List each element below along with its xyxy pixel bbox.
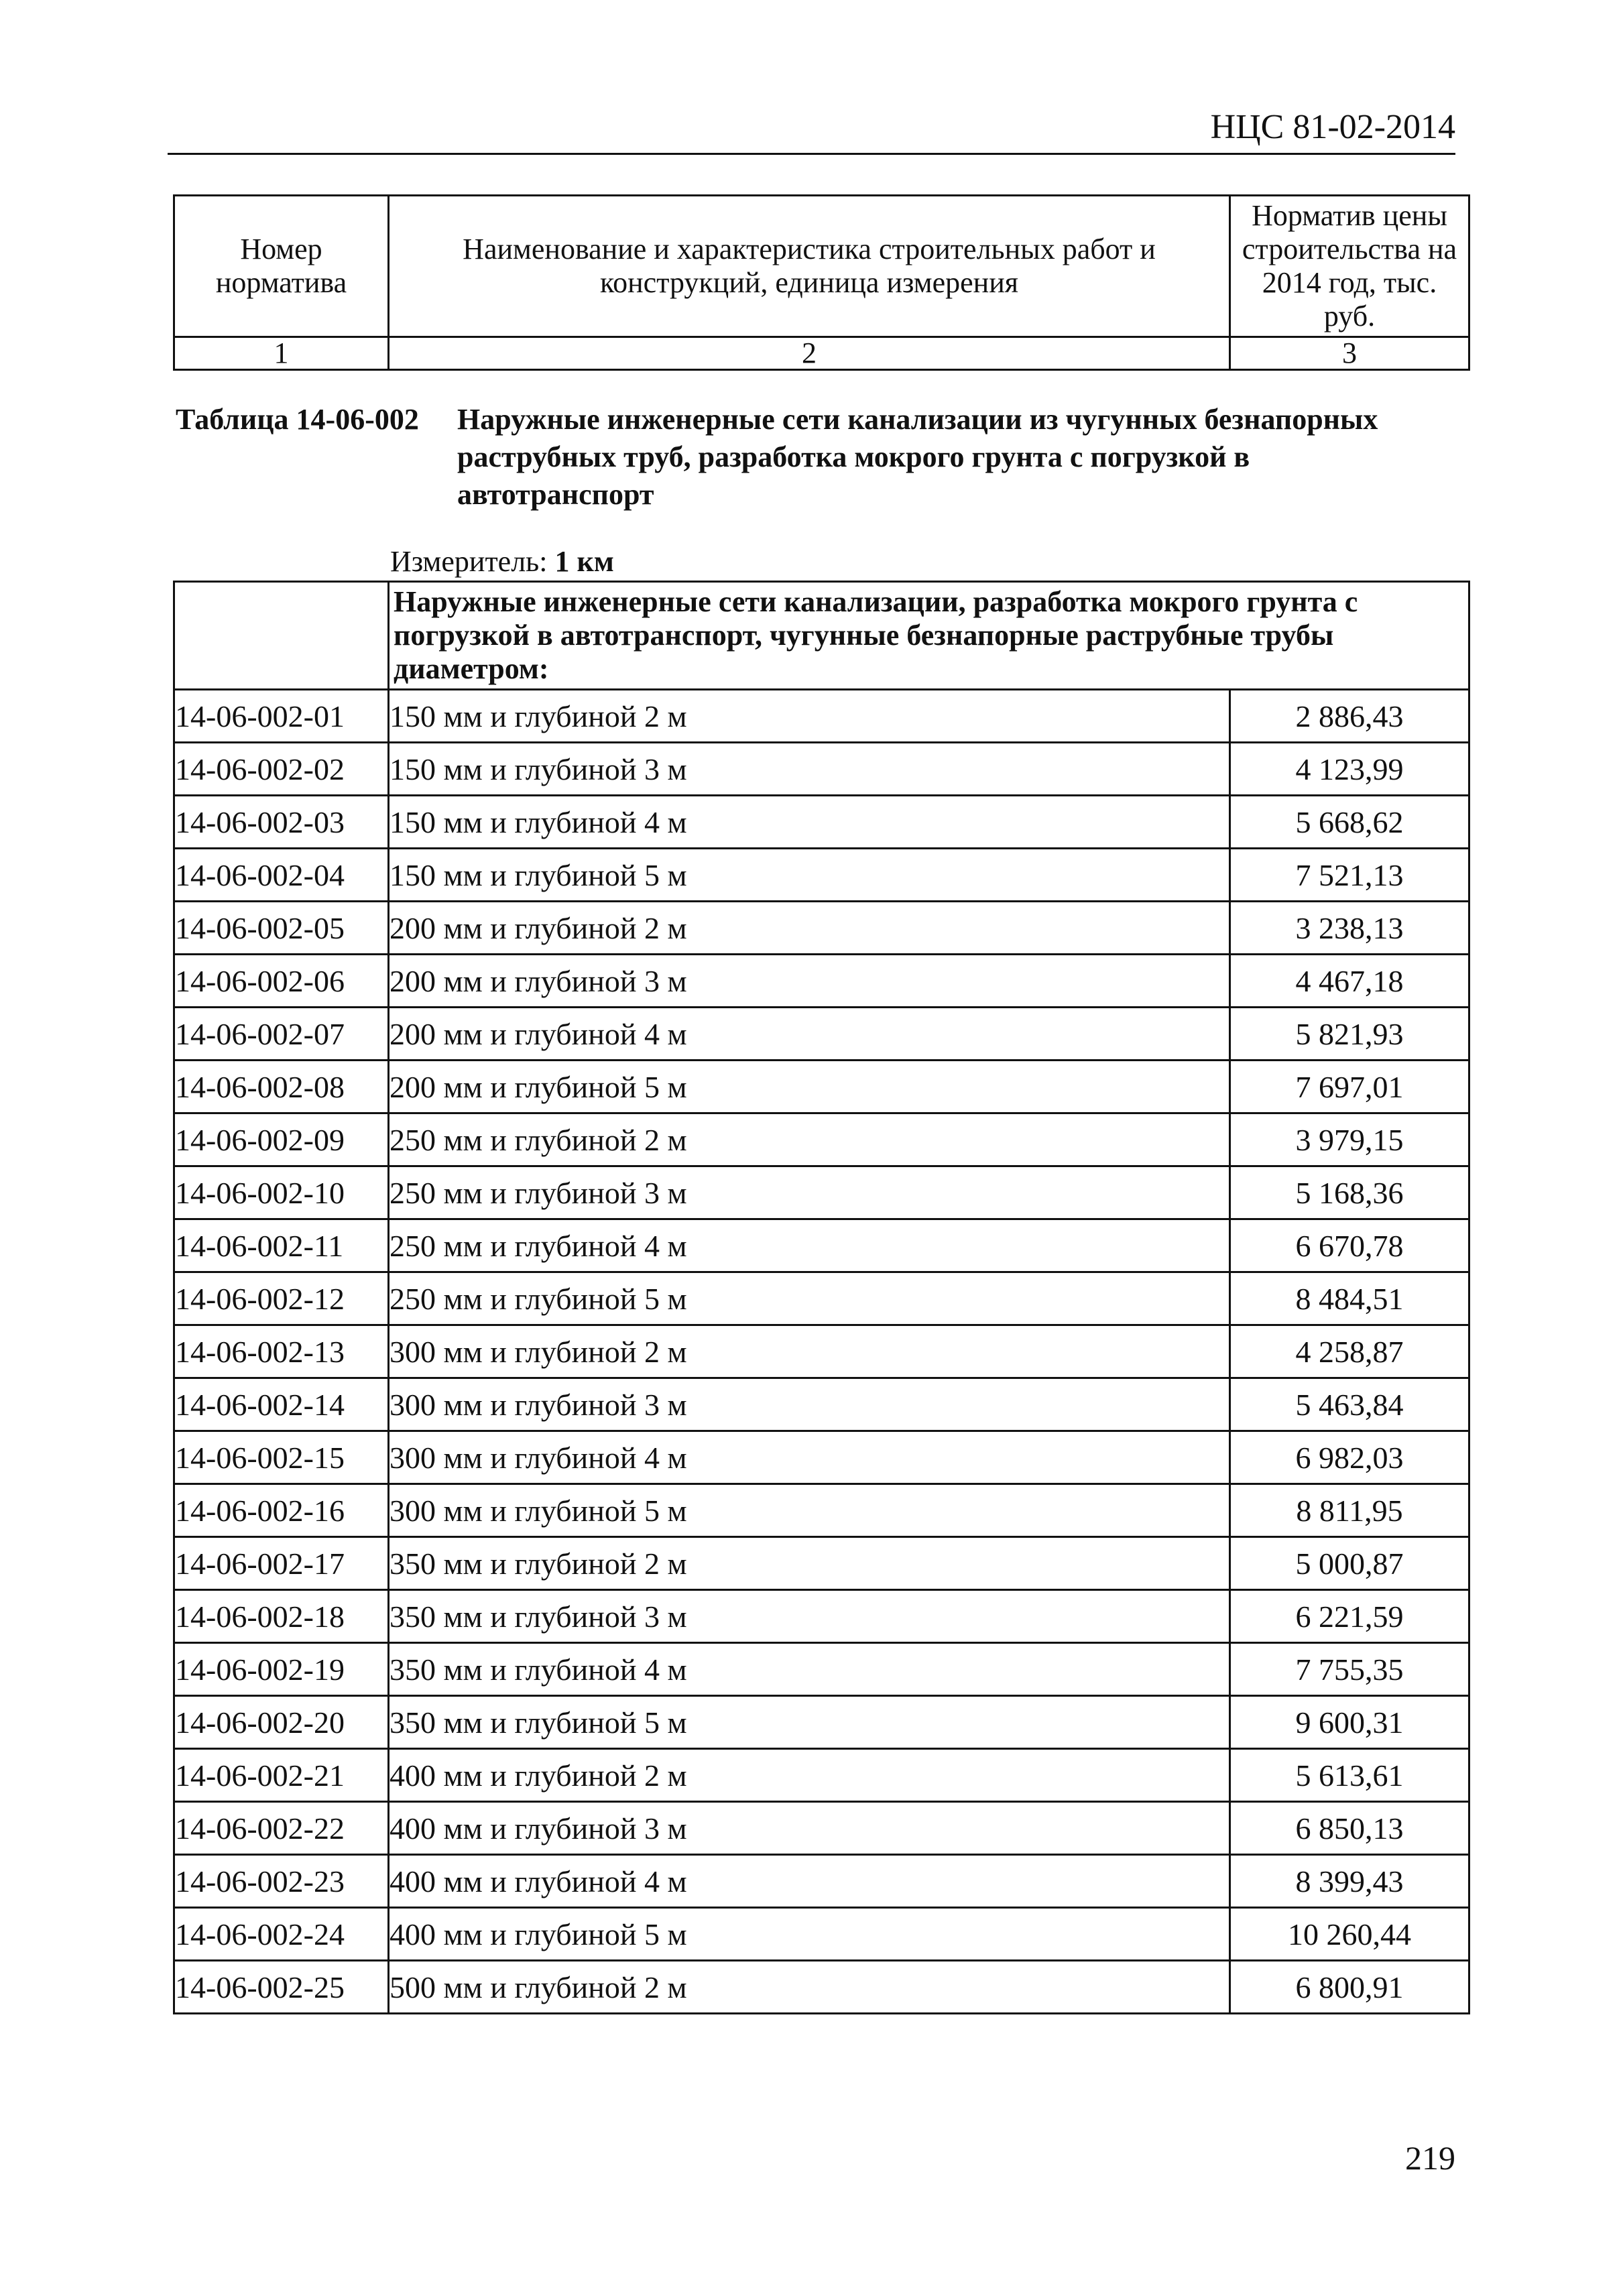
table-row [174,1484,1469,1537]
table-row [174,1590,1469,1643]
table-row [174,1431,1469,1484]
table-row [174,1272,1469,1325]
row-price: 6 982,03 [1230,1431,1469,1484]
group-row [174,582,1469,690]
row-code: 14-06-002-07 [174,1008,389,1061]
column-header-number: Номер норматива [174,196,389,337]
table-row [174,1908,1469,1961]
row-price: 5 168,36 [1230,1166,1469,1219]
row-description: 150 мм и глубиной 2 м [389,690,1230,743]
row-code: 14-06-002-16 [174,1484,389,1537]
column-header-name: Наименование и характеристика строительных работ и конструкций, единица измерения [389,196,1230,337]
meter-value: 1 км [554,545,614,578]
row-description: 200 мм и глубиной 3 м [389,955,1230,1008]
table-row [174,1378,1469,1431]
row-price: 6 800,91 [1230,1961,1469,2014]
table-row [174,1008,1469,1061]
row-price: 5 613,61 [1230,1749,1469,1802]
row-code: 14-06-002-11 [174,1219,389,1272]
row-price: 7 697,01 [1230,1061,1469,1113]
row-code: 14-06-002-12 [174,1272,389,1325]
row-price: 8 399,43 [1230,1855,1469,1908]
row-description: 250 мм и глубиной 4 м [389,1219,1230,1272]
table-row [174,1537,1469,1590]
row-price: 7 755,35 [1230,1643,1469,1696]
table-row [174,1219,1469,1272]
row-description: 150 мм и глубиной 4 м [389,796,1230,849]
row-price: 9 600,31 [1230,1696,1469,1749]
table-row [174,690,1469,743]
row-price: 8 484,51 [1230,1272,1469,1325]
row-price: 8 811,95 [1230,1484,1469,1537]
column-number-1: 1 [174,337,389,370]
row-code: 14-06-002-19 [174,1643,389,1696]
row-code: 14-06-002-13 [174,1325,389,1378]
row-code: 14-06-002-22 [174,1802,389,1855]
row-code: 14-06-002-10 [174,1166,389,1219]
row-price: 2 886,43 [1230,690,1469,743]
row-code: 14-06-002-20 [174,1696,389,1749]
row-price: 4 467,18 [1230,955,1469,1008]
table-row [174,1113,1469,1166]
column-header-table [173,194,1470,371]
row-description: 300 мм и глубиной 2 м [389,1325,1230,1378]
table-number: Таблица 14-06-002 [176,403,419,436]
table-title [176,401,1449,513]
row-price: 5 463,84 [1230,1378,1469,1431]
column-header-price: Норматив цены строительства на 2014 год, тыс. руб. [1230,196,1469,337]
row-price: 3 238,13 [1230,902,1469,955]
row-price: 6 670,78 [1230,1219,1469,1272]
row-code: 14-06-002-08 [174,1061,389,1113]
row-description: 350 мм и глубиной 2 м [389,1537,1230,1590]
row-price: 10 260,44 [1230,1908,1469,1961]
table-row [174,849,1469,902]
table-row [174,1855,1469,1908]
row-description: 300 мм и глубиной 4 м [389,1431,1230,1484]
row-code: 14-06-002-09 [174,1113,389,1166]
row-description: 200 мм и глубиной 5 м [389,1061,1230,1113]
table-row [174,1961,1469,2014]
measurement-unit [390,544,614,579]
row-code: 14-06-002-01 [174,690,389,743]
row-description: 500 мм и глубиной 2 м [389,1961,1230,2014]
row-code: 14-06-002-06 [174,955,389,1008]
row-description: 300 мм и глубиной 5 м [389,1484,1230,1537]
row-code: 14-06-002-25 [174,1961,389,2014]
row-price: 6 850,13 [1230,1802,1469,1855]
row-price: 4 258,87 [1230,1325,1469,1378]
table-row [174,796,1469,849]
table-row [174,1061,1469,1113]
row-code: 14-06-002-02 [174,743,389,796]
table-row [174,955,1469,1008]
row-description: 250 мм и глубиной 5 м [389,1272,1230,1325]
row-code: 14-06-002-05 [174,902,389,955]
price-table [173,581,1470,2014]
table-row [174,1166,1469,1219]
row-code: 14-06-002-14 [174,1378,389,1431]
row-description: 150 мм и глубиной 5 м [389,849,1230,902]
page-number: 219 [1405,2139,1455,2177]
table-row [174,902,1469,955]
row-description: 400 мм и глубиной 2 м [389,1749,1230,1802]
row-description: 150 мм и глубиной 3 м [389,743,1230,796]
row-code: 14-06-002-04 [174,849,389,902]
table-title-text: Наружные инженерные сети канализации из чугунных безнапорных раструбных труб, разработка мокрого грунта с погрузкой в автотранспорт [457,403,1378,511]
row-code: 14-06-002-24 [174,1908,389,1961]
row-code: 14-06-002-23 [174,1855,389,1908]
row-price: 3 979,15 [1230,1113,1469,1166]
row-description: 200 мм и глубиной 4 м [389,1008,1230,1061]
row-description: 200 мм и глубиной 2 м [389,902,1230,955]
row-code: 14-06-002-18 [174,1590,389,1643]
table-row [174,1696,1469,1749]
row-description: 250 мм и глубиной 3 м [389,1166,1230,1219]
row-price: 5 821,93 [1230,1008,1469,1061]
row-code: 14-06-002-17 [174,1537,389,1590]
row-price: 5 000,87 [1230,1537,1469,1590]
row-description: 300 мм и глубиной 3 м [389,1378,1230,1431]
column-number-2: 2 [389,337,1230,370]
row-description: 400 мм и глубиной 4 м [389,1855,1230,1908]
row-code: 14-06-002-03 [174,796,389,849]
row-code: 14-06-002-21 [174,1749,389,1802]
row-price: 4 123,99 [1230,743,1469,796]
table-row [174,1325,1469,1378]
row-description: 350 мм и глубиной 5 м [389,1696,1230,1749]
document-code: НЦС 81-02-2014 [1210,108,1455,146]
row-description: 250 мм и глубиной 2 м [389,1113,1230,1166]
column-number-3: 3 [1230,337,1469,370]
table-row [174,1749,1469,1802]
header-rule [168,153,1455,155]
group-heading: Наружные инженерные сети канализации, разработка мокрого грунта с погрузкой в автотранспорт, чугунные безнапорные раструбные трубы диаметром: [389,582,1469,690]
table-row [174,743,1469,796]
group-empty-cell [174,582,389,690]
row-description: 400 мм и глубиной 5 м [389,1908,1230,1961]
table-row [174,1643,1469,1696]
row-code: 14-06-002-15 [174,1431,389,1484]
row-price: 5 668,62 [1230,796,1469,849]
row-description: 400 мм и глубиной 3 м [389,1802,1230,1855]
row-description: 350 мм и глубиной 4 м [389,1643,1230,1696]
row-description: 350 мм и глубиной 3 м [389,1590,1230,1643]
row-price: 7 521,13 [1230,849,1469,902]
table-row [174,1802,1469,1855]
meter-label: Измеритель: [390,545,548,578]
row-price: 6 221,59 [1230,1590,1469,1643]
